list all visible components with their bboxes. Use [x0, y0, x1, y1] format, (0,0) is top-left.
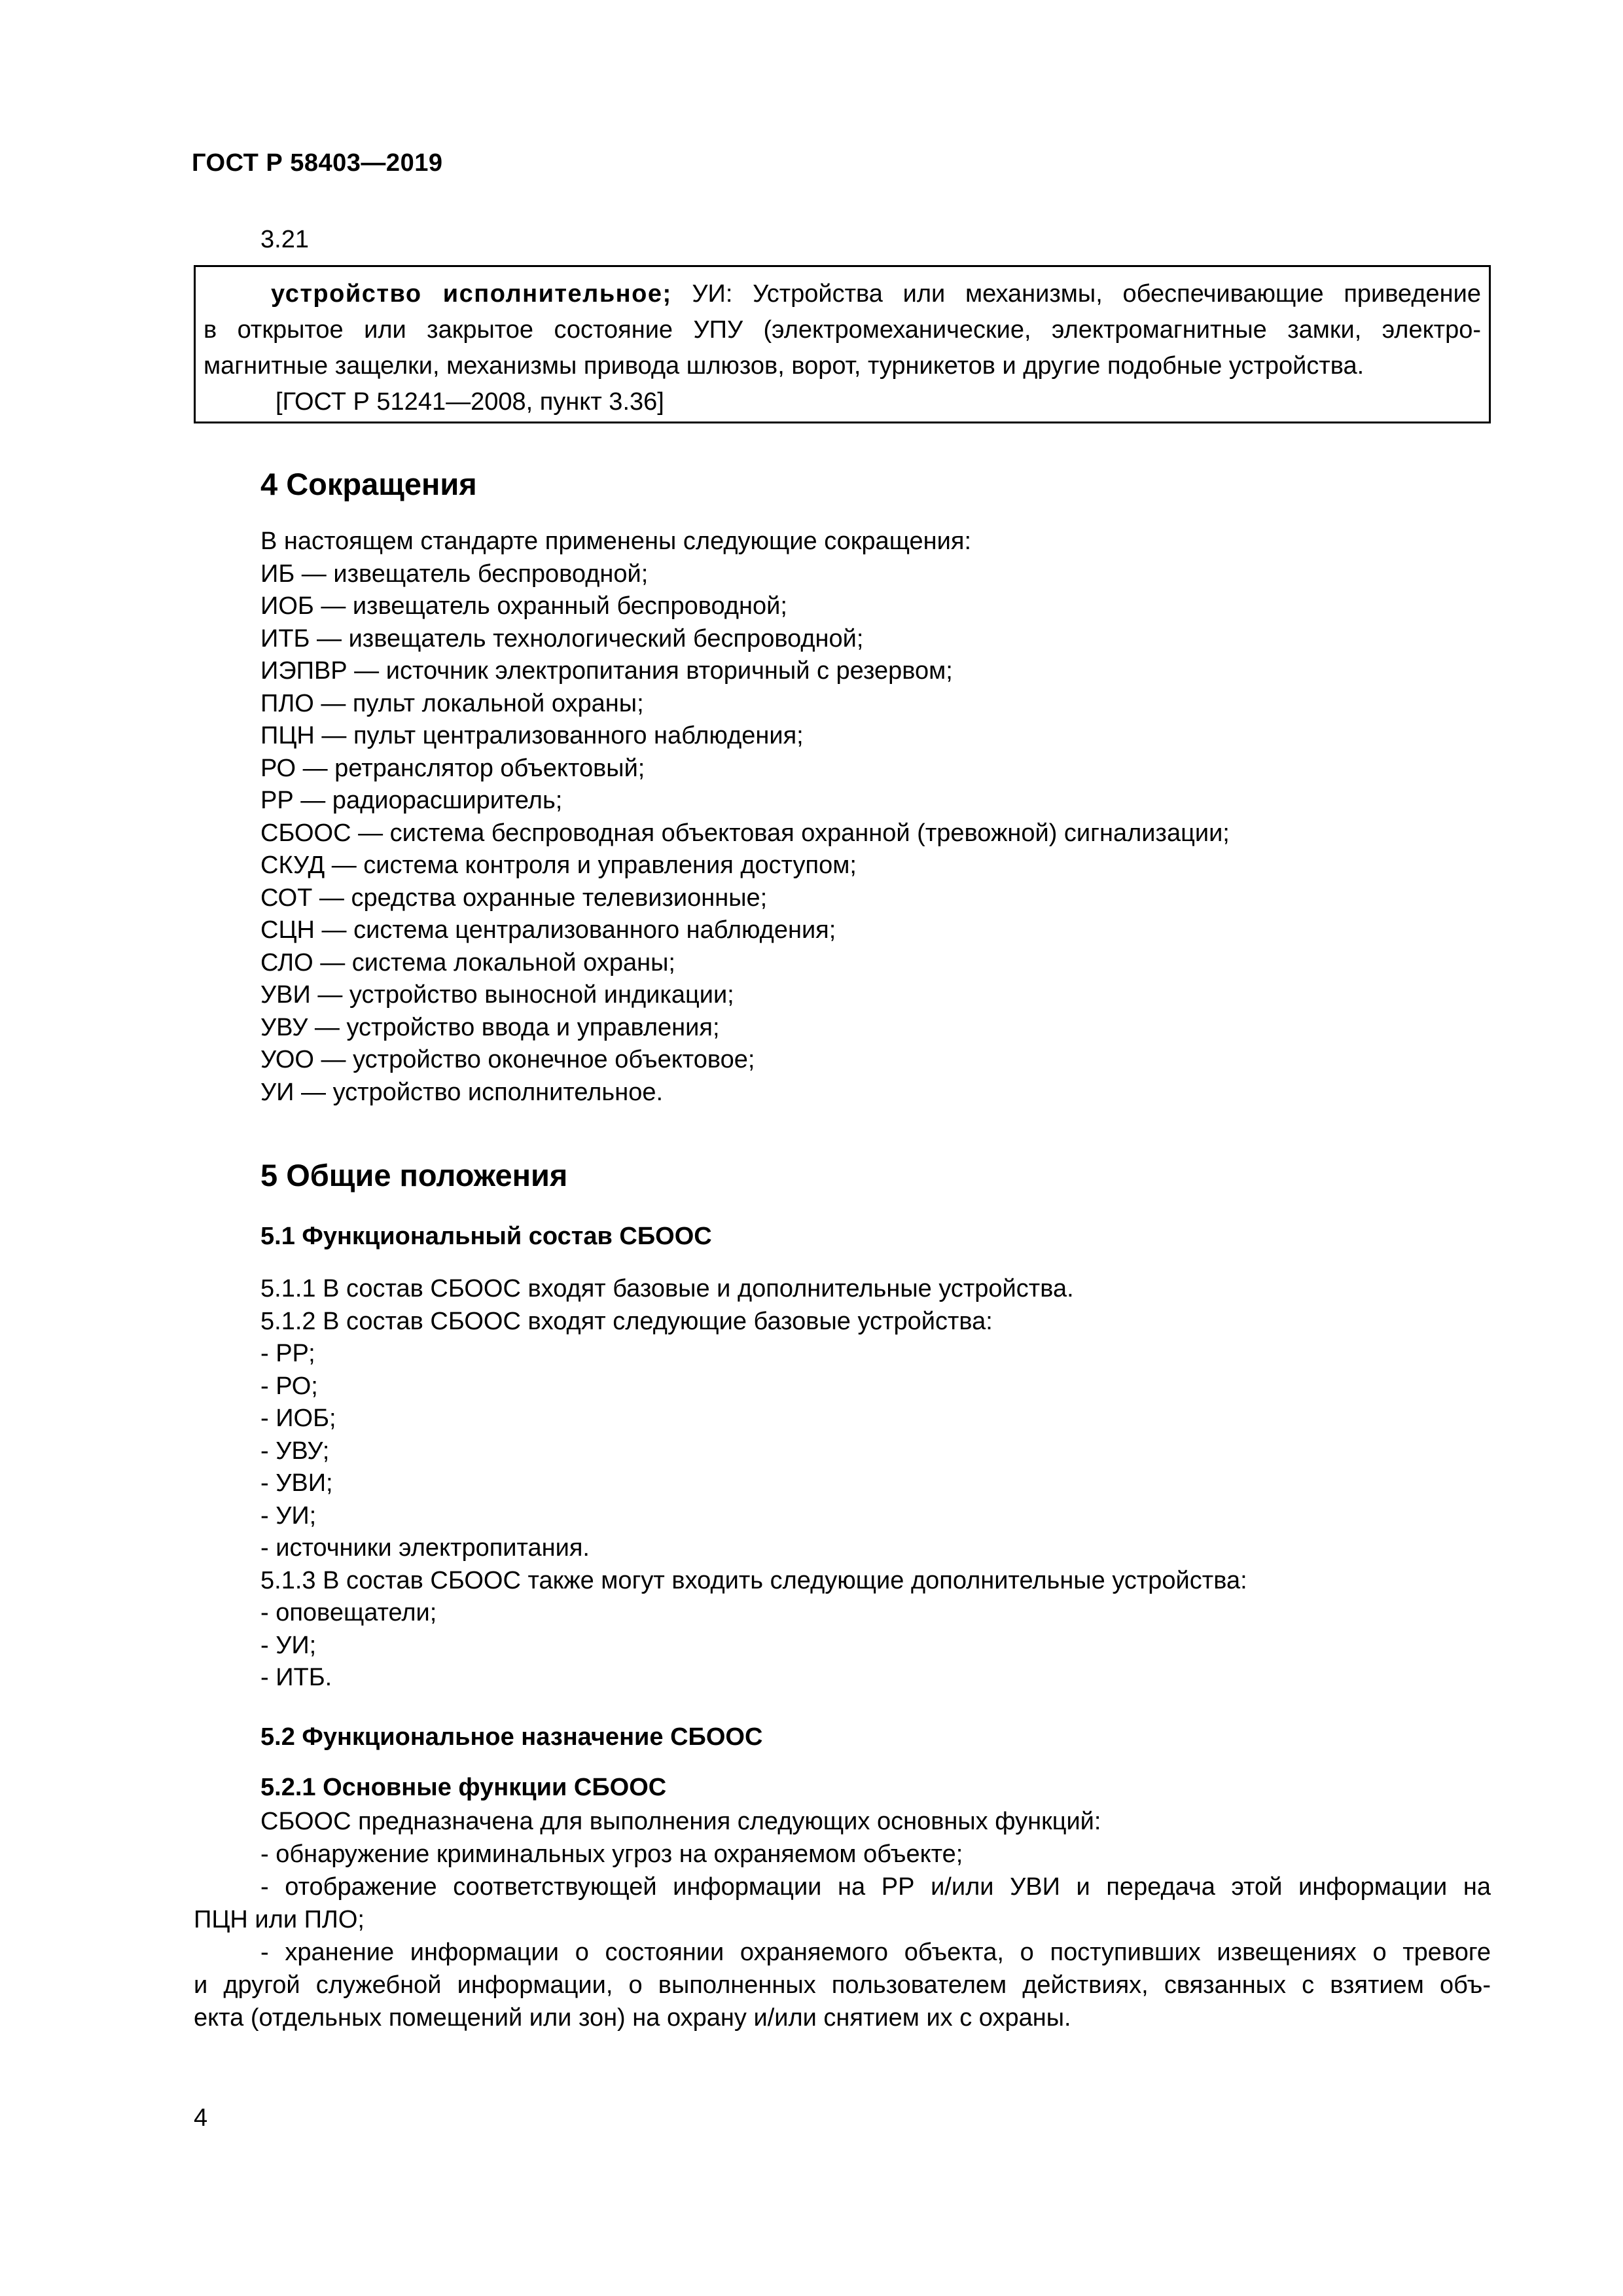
- term-name: устройство исполнительное;: [271, 280, 672, 308]
- list-item: - УИ;: [260, 1501, 317, 1530]
- list-item: УОО — устройство оконечное объектовое;: [260, 1046, 755, 1073]
- list-item: УВУ — устройство ввода и управления;: [260, 1013, 720, 1041]
- page-number: 4: [194, 2104, 208, 2132]
- subsection-5-2-title: 5.2 Функциональное назначение СБООС: [260, 1723, 763, 1751]
- term-source: [ГОСТ Р 51241—2008, пункт 3.36]: [276, 388, 664, 416]
- paragraph-5-1-2: 5.1.2 В состав СБООС входят следующие базовые устройства:: [260, 1307, 993, 1335]
- list-item: СЦН — система централизованного наблюдения;: [260, 916, 836, 944]
- functions-text: [194, 1805, 1491, 2034]
- list-item: - ИОБ;: [260, 1405, 336, 1432]
- functions-intro: СБООС предназначена для выполнения следующих основных функций:: [260, 1808, 1101, 1835]
- term-definition-line: в открытое или закрытое состояние УПУ (электромеханические, электромагнитные замки, электро-: [204, 316, 1481, 344]
- list-item: ПЛО — пульт локальной охраны;: [260, 689, 644, 717]
- list-item: - источники электропитания.: [260, 1534, 590, 1562]
- list-item: РО — ретранслятор объектовый;: [260, 754, 645, 782]
- list-item: ПЦН — пульт централизованного наблюдения;: [260, 722, 804, 749]
- list-item: УИ — устройство исполнительное.: [260, 1078, 664, 1106]
- list-item-continuation: ПЦН или ПЛО;: [194, 1906, 365, 1933]
- list-item-continuation: екта (отдельных помещений или зон) на охрану и/или снятием их с охраны.: [194, 2004, 1071, 2032]
- list-item: - хранение информации о состоянии охраняемого объекта, о поступивших извещениях о тревоге: [260, 1939, 1491, 1966]
- term-number: 3.21: [260, 226, 309, 253]
- list-item: ИБ — извещатель беспроводной;: [260, 560, 649, 588]
- list-item: ИТБ — извещатель технологический беспроводной;: [260, 624, 864, 653]
- list-item: - УВУ;: [260, 1437, 330, 1465]
- list-item: - оповещатели;: [260, 1599, 437, 1626]
- paragraph-5-1-1: 5.1.1 В состав СБООС входят базовые и дополнительные устройства.: [260, 1275, 1074, 1302]
- list-item: - УВИ;: [260, 1469, 333, 1497]
- term-definition-start: УИ: Устройства или механизмы, обеспечивающие приведение: [671, 280, 1481, 308]
- list-item: - РО;: [260, 1372, 318, 1400]
- list-item: СОТ — средства охранные телевизионные;: [260, 884, 768, 912]
- list-item: - обнаружение криминальных угроз на охраняемом объекте;: [260, 1840, 963, 1868]
- standard-code-header: ГОСТ Р 58403—2019: [192, 149, 443, 177]
- list-item: - УИ;: [260, 1631, 317, 1659]
- list-item: УВИ — устройство выносной индикации;: [260, 981, 734, 1009]
- subsection-5-2-1-title: 5.2.1 Основные функции СБООС: [260, 1774, 667, 1801]
- list-item: - отображение соответствующей информации на РР и/или УВИ и передача этой информации на: [260, 1873, 1491, 1901]
- term-definition-box: [194, 265, 1491, 423]
- abbreviations-list: [260, 526, 1491, 1109]
- term-definition-line: [204, 276, 1481, 312]
- term-definition-line: магнитные защелки, механизмы привода шлюзов, ворот, турникетов и другие подобные устройства.: [204, 352, 1364, 380]
- list-item: ИОБ — извещатель охранный беспроводной;: [260, 592, 787, 620]
- section-5-title: 5 Общие положения: [260, 1158, 568, 1193]
- list-item-continuation: и другой служебной информации, о выполненных пользователем действиях, связанных с взятием объ-: [194, 1971, 1491, 1999]
- composition-list: [260, 1273, 1491, 1695]
- list-item: СКУД — система контроля и управления доступом;: [260, 852, 857, 879]
- list-item: СБООС — система беспроводная объектовая охранной (тревожной) сигнализации;: [260, 819, 1230, 847]
- paragraph-5-1-3: 5.1.3 В состав СБООС также могут входить следующие дополнительные устройства:: [260, 1566, 1247, 1594]
- section-4-title: 4 Сокращения: [260, 467, 477, 501]
- list-item: - РР;: [260, 1340, 315, 1367]
- abbreviations-intro: В настоящем стандарте применены следующие сокращения:: [260, 528, 972, 555]
- subsection-5-1-title: 5.1 Функциональный состав СБООС: [260, 1223, 712, 1250]
- list-item: ИЭПВР — источник электропитания вторичный с резервом;: [260, 657, 953, 685]
- list-item: - ИТБ.: [260, 1664, 332, 1691]
- list-item: СЛО — система локальной охраны;: [260, 948, 675, 977]
- list-item: РР — радиорасширитель;: [260, 787, 563, 814]
